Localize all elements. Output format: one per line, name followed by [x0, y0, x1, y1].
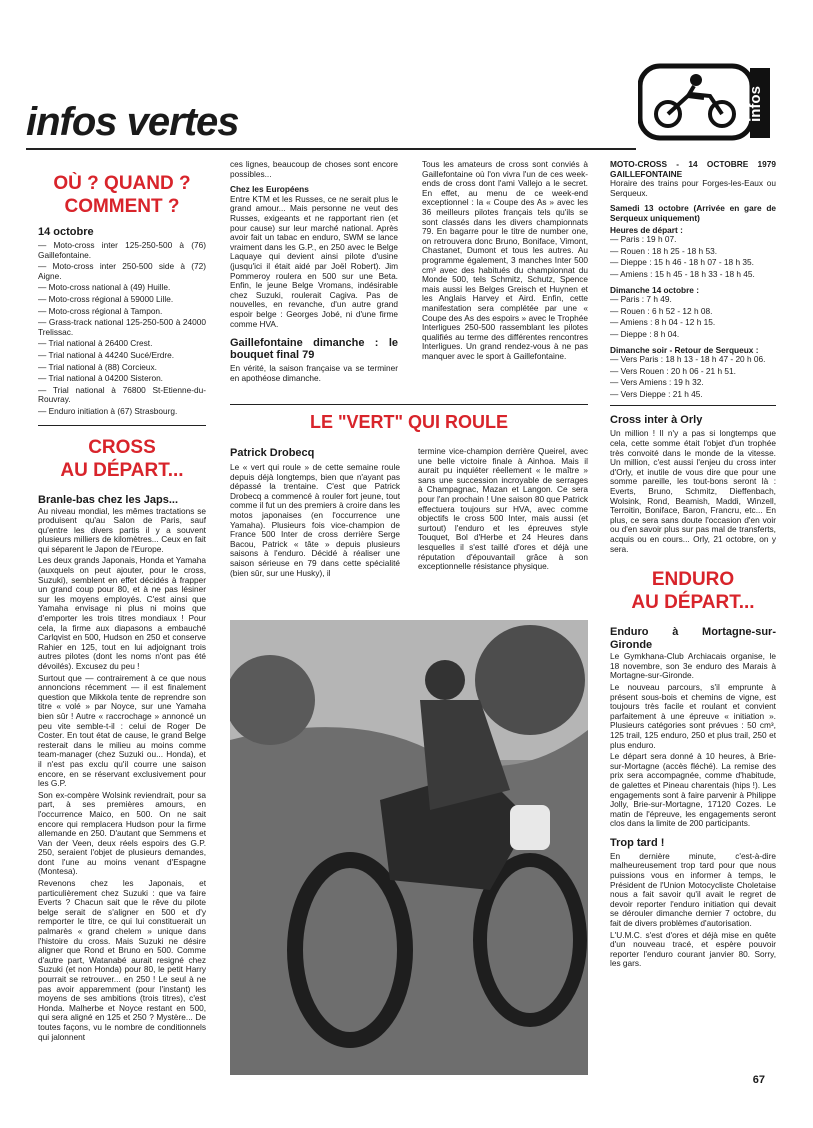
- cross-heading: CROSS AU DÉPART...: [60, 436, 184, 481]
- paragraph: Au niveau mondial, les mêmes tractations se produisent qu'au Salon de Paris, sauf qu'entre les divers partis il y a souvent plusieurs milliers de kilomètres... Ceux en fait qui séparent le Japon de l'Europe.: [38, 505, 206, 554]
- list-item: — Dieppe : 8 h 04.: [610, 328, 680, 339]
- list-item: — Rouen : 18 h 25 - 18 h 53.: [610, 245, 718, 256]
- gaille-title: Gaillefontaine dimanche : le bouquet final 79: [230, 337, 398, 362]
- column-europeens: [230, 160, 398, 398]
- paragraph: termine vice-champion derrière Queirel, avec une belle victoire finale à Ainhoa. Mais il aurait pu inquiéter réellement « le maître » sans une succession incroyable de serrages à Champagnac, Mazan et Langon. Ce sera pour l'an prochain ! Une saison 80 que Patrick effectuera toujours sur HVA, avec comme objectifs le cross 500 Inter, mais aussi (et surtout) l'enduro et les épreuves style Touquet, Bol d'Herbe et 24 Heures dans lesquelles il s'est taillé d'ores et déjà une réputation d'épouvantail grâce à son exceptionnelle résistance physique.: [418, 447, 588, 572]
- list-item: — Trial national à 44240 Sucé/Erdre.: [38, 349, 175, 360]
- list-item: — Trial national à 26400 Crest.: [38, 338, 153, 349]
- list-item: — Moto-cross régional à Tampon.: [38, 305, 163, 316]
- euro-title: Chez les Européens: [230, 184, 309, 195]
- list-item: — Vers Amiens : 19 h 32.: [610, 377, 704, 388]
- agenda-date: 14 octobre: [38, 226, 94, 238]
- return-title: Dimanche soir - Retour de Serqueux :: [610, 344, 759, 355]
- header-rule: [26, 148, 636, 150]
- article-headline: LE "VERT" QUI ROULE: [309, 412, 509, 432]
- list-item: — Paris : 7 h 49.: [610, 294, 672, 305]
- page-title: infos vertes: [26, 100, 239, 144]
- late-title: Trop tard !: [610, 836, 665, 849]
- list-item: — Moto-cross régional à 59000 Lille.: [38, 293, 174, 304]
- enduro-title: Enduro à Mortagne-sur-Gironde: [610, 626, 776, 652]
- orly-title: Cross inter à Orly: [610, 414, 703, 427]
- paragraph: Revenons chez les Japonais, et particulièrement chez Suzuki : que va faire Everts ? Chacun sait que le rêve du pilote belge serait de s'aligner en 500 et d'y remporter le titre, ce qui lui constituerait un palmarès « grand chelem » unique dans l'histoire du cross. Mais Suzuki ne désire aligner que Rond et Bruno en 500. Comme d'autre part, Watanabé aurait resigné chez Suzuki (et non Honda) pour 80, le petit Harry pourrait se retrouver... en 250 ! Le seul à ne pas avoir apparemment (pour l'instant) les moyens de ses ambitions (trois titres), c'est Honda. Malherbe et Noyce restant en 500, qui sera aligné en 125 et 250 ? Mystère... De toutes façons, vu le nombre de conditionnels qui jalonnent: [38, 878, 206, 1042]
- paragraph: Le « vert qui roule » de cette semaine roule depuis déjà longtemps, bien que n'ayant pas dépassé la trentaine. C'est que Patrick Drobecq a commencé à rouler fort jeune, tout comme il fut un des premiers à croire dans les motos japonaises (en l'occurrence une Yamaha). Plusieurs fois vice-champion de France 500 Inter de cross derrière Serge Bacou, Patrick « tâte » depuis plusieurs saisons à l'enduro. Décidé à réaliser une saison sérieuse en 79 dans cette spécialité (bien sûr, sur une Husky), il: [230, 462, 400, 578]
- train-title: MOTO-CROSS - 14 OCTOBRE 1979 GAILLEFONTAINE: [610, 160, 776, 179]
- list-item: — Trial national à 04200 Sisteron.: [38, 373, 163, 384]
- column-right: [610, 160, 776, 1065]
- list-item: — Enduro initiation à (67) Strasbourg.: [38, 405, 178, 416]
- paragraph: ces lignes, beaucoup de choses sont encore possibles...: [230, 160, 398, 179]
- svg-text:infos: infos: [747, 86, 764, 122]
- sunday-title: Dimanche 14 octobre :: [610, 284, 699, 295]
- paragraph: Horaire des trains pour Forges-les-Eaux ou Serqueux.: [610, 178, 776, 198]
- japs-title: Branle-bas chez les Japs...: [38, 493, 179, 506]
- paragraph: Entre KTM et les Russes, ce ne serait plus le grand amour... Mais personne ne veut des Russes, exigeants et ne rapportant rien (et pour cause) sur leur marché national. Après avoir fait un tabac en enduro, SWM se lance vraiment dans les G.P., en 250 avec le Belge Laquaye qui devient ainsi pilote d'usine (jusqu'ici il était aidé par Joël Robert). Jim Pommeroy roulera en 500 sur une Beta. Enfin, le jeune Belge Vromans, indésirable chez Suzuki, roulerait Cagiva. Pas de nouvelles, en revanche, d'un autre grand espoir belge : Georges Jobé, ni d'une firme comme HVA.: [230, 193, 398, 329]
- column-gaillefontaine: [422, 160, 588, 398]
- list-item: — Paris : 19 h 07.: [610, 234, 677, 245]
- list-item: — Moto-cross national à (49) Huille.: [38, 282, 171, 293]
- divider: [38, 425, 206, 426]
- list-item: — Amiens : 8 h 04 - 12 h 15.: [610, 317, 716, 328]
- paragraph: Un million ! Il n'y a pas si longtemps que cela, cette somme était l'objet d'un trophée très convoité dans le monde de la vitesse. Un million, c'est aussi l'enjeu du cross inter d'Orly, et inutile de vous dire que pour une somme pareille, les tout-bons seront là : Everts, Bruno, Schmitz, Dieffenbach, Wolsink, Rond, Beamish, Maddi, Winzell, Terroitin, Boniface, Baron, Francru, etc... En plus, ce sera sans doute l'occasion d'en voir ou d'en savoir plus sur pas mal de transferts, acquis ou en cours... Orly, 21 octobre, on y sera.: [610, 428, 776, 554]
- article-left: [230, 447, 400, 617]
- motocross-photo: [230, 620, 588, 1075]
- list-item: — Trial national à (88) Corcieux.: [38, 361, 157, 372]
- paragraph: En vérité, la saison française va se terminer en apothéose dimanche.: [230, 363, 398, 383]
- paragraph: Les deux grands Japonais, Honda et Yamaha (auxquels on peut ajouter, pour le cross, Suzuki), semblent en effet décidés à frapper un grand coup pour 80, et à ne pas lésiner sur les moyens employés. C'est ainsi que Yamaha envisage ni plus ni moins que d'emporter les trois titres mondiaux ! Pour cela, la firme aux diapasons a embauché Carlqvist en 500, Hudson en 250 et conserve Rahier en 125, tout en lui adjoignant trois autres pilotes (dont les noms n'ont pas été dévoilés). Excusez du peu !: [38, 555, 206, 671]
- list-item: — Moto-cross inter 125-250-500 à (76) Gaillefontaine.: [38, 240, 206, 260]
- enduro-heading: ENDURO AU DÉPART...: [631, 569, 755, 614]
- list-item: — Grass-track national 125-250-500 à 24000 Trelissac.: [38, 317, 206, 337]
- agenda-heading: OÙ ? QUAND ? COMMENT ?: [53, 173, 191, 217]
- list-item: — Moto-cross inter 250-500 side à (72) Aigne.: [38, 261, 206, 281]
- paragraph: Le Gymkhana-Club Archiacais organise, le 18 novembre, son 3e enduro des Marais à Mortagne-sur-Gironde.: [610, 651, 776, 681]
- paragraph: Son ex-compère Wolsink reviendrait, pour sa part, à ses premières amours, en l'occurrence Maico, en 500. On ne sait encore qui remplacera Hudson pour la firme allemande en 250. D'autant que Semmens et Van der Veen, deux réels espoirs des G.P. 250, seraient l'objet de plusieurs demandes, dont l'une au moins venant d'Espagne (Montesa).: [38, 789, 206, 877]
- column-agenda: [38, 172, 206, 1077]
- list-item: — Trial national à 76800 St-Etienne-du-Rouvray.: [38, 384, 206, 405]
- article-author: Patrick Drobecq: [230, 447, 315, 459]
- list-item: — Vers Rouen : 20 h 06 - 21 h 51.: [610, 365, 736, 376]
- page-number: 67: [752, 1074, 765, 1086]
- paragraph: En dernière minute, c'est-à-dire malheureusement trop tard pour que nous puissions vous en informer à temps, le Président de l'Union Motocycliste Choletaise nous a fait savoir qu'il avait le regret de devoir reporter l'enduro initiation qui devait se dérouler dimanche dernier 7 octobre, du fait de divers problèmes d'autorisation.: [610, 850, 776, 929]
- agenda-list: [38, 241, 206, 417]
- paragraph: Le départ sera donné à 10 heures, à Brie-sur-Mortagne (accès fléché). La remise des prix sera accompagnée, comme d'habitude, de galettes et Pineau charentais (hips !). Les engagements sont à faire parvenir à Philippe Jolly, Brie-sur-Mortagne, 17120 Cozes. Le matin de l'épreuve, les engagements seront clos dans la limite de 200 participants.: [610, 751, 776, 829]
- article-right: [418, 447, 588, 617]
- paragraph: Le nouveau parcours, s'il emprunte à présent sous-bois et chemins de vigne, est toujours très facile et roulant et convient parfaitement à une épreuve « initiation ». Plusieurs catégories sont prévues : 50 cm³, 125 trail, 125 enduro, 250 et plus trail, 250 et plus enduro.: [610, 681, 776, 750]
- list-item: — Rouen : 6 h 52 - 12 h 08.: [610, 305, 713, 316]
- paragraph: L'U.M.C. s'est d'ores et déjà mise en quête d'un nouveau tracé, et espère pouvoir reporter l'enduro courant janvier 80. Sorry, les gars.: [610, 929, 776, 969]
- paragraph: Surtout que — contrairement à ce que nous annoncions récemment — il est finalement question que Mikkola tente de reprendre son titre « volé » par Noyce, sur une Yamaha bien sûr ! Autre « raccrochage » annoncé un peu vite semble-t-il : celui de Roger De Coster. En tout état de cause, le grand Belge resterait dans le milieu au moins comme team-manager (chez Suzuki ou... Honda), et il n'est pas exclu qu'il courre une saison encore, en se réservant exclusivement pour les G.P.: [38, 672, 206, 789]
- paragraph: Tous les amateurs de cross sont conviés à Gaillefontaine où l'on vivra l'un de ces week-ends de cross dont l'ami Vallejo a le secret. En effet, au menu de ce week-end exceptionnel : la « Coupe des As » avec les 36 meilleurs pilotes français tels qu'ils se sont classés dans les divers championnats 79. En bagarre pour le titre de number one, on retrouvera donc Bruno, Boniface, Vimont, Chastanet, Dumont et tous les autres. Au programme également, 3 manches Inter 500 cm³ avec des habitués du championnat du Monde 500, tels Schmitz, Schutz, Spence mais aussi les Belges Greisch et Huynen et les Anglais Harvey et Aird. Enfin, cette manifestation sera complétée par une « Coupe des As des espoirs » avec le Trophée Interligues 250-500 rassemblant les pilotes qualifiés au terme des différentes rencontres Interligues. Un grand rendez-vous à ne pas manquer avec le sport à Gaillefontaine.: [422, 160, 588, 361]
- divider: [610, 405, 776, 406]
- list-item: — Dieppe : 15 h 46 - 18 h 07 - 18 h 35.: [610, 257, 754, 268]
- saturday-title: Samedi 13 octobre (Arrivée en gare de Serqueux uniquement): [610, 203, 776, 223]
- list-item: — Amiens : 15 h 45 - 18 h 33 - 18 h 45.: [610, 268, 755, 279]
- logo-icon: [638, 62, 774, 142]
- departure-title: Heures de départ :: [610, 224, 683, 235]
- article-rule: [230, 404, 588, 405]
- list-item: — Vers Paris : 18 h 13 - 18 h 47 - 20 h 06.: [610, 354, 766, 365]
- list-item: — Vers Dieppe : 21 h 45.: [610, 388, 703, 399]
